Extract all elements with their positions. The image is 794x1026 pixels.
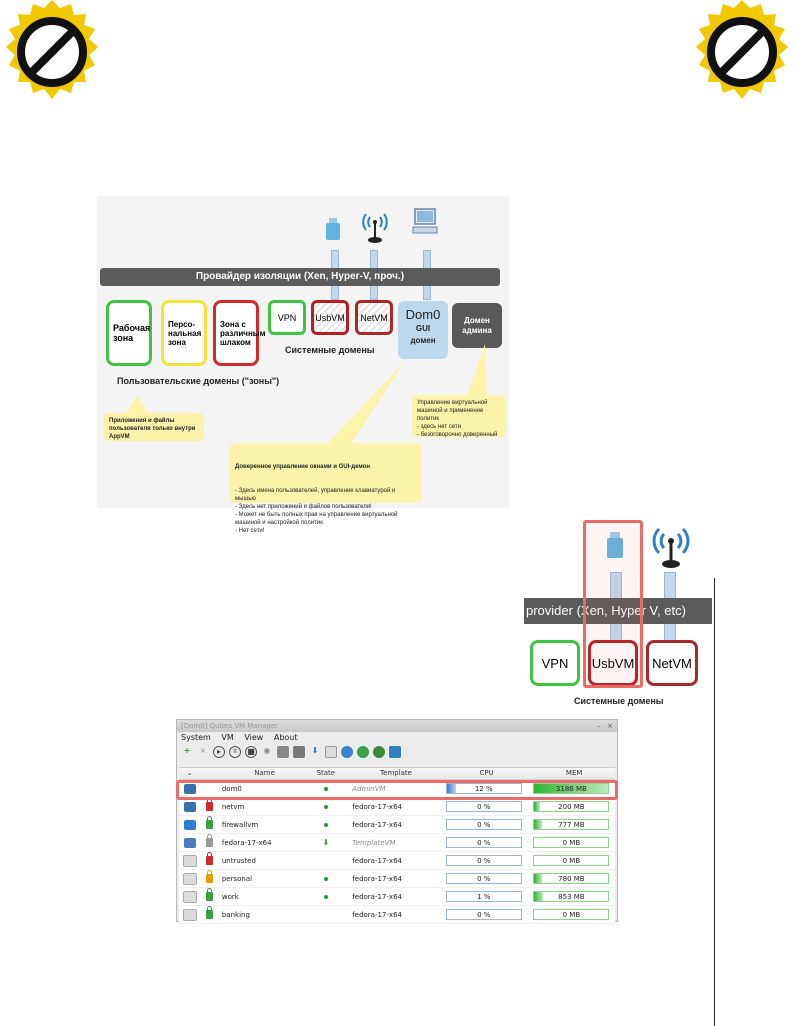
header-name[interactable]: Name (254, 769, 275, 777)
vm-type-cell (179, 891, 200, 903)
mem-bar (533, 837, 609, 848)
cpu-cell (440, 783, 528, 794)
cpu-bar-fill (447, 892, 448, 901)
template-icon (184, 838, 196, 848)
minimize-button[interactable]: – (597, 722, 601, 730)
mem-cell (527, 819, 615, 830)
lock-icon (206, 820, 213, 829)
logs-icon[interactable] (325, 746, 337, 758)
state-cell (307, 877, 344, 881)
mem-bar (533, 873, 609, 884)
zoom-usbvm: UsbVM (588, 640, 638, 686)
lock-icon (206, 874, 213, 883)
mem-bar (533, 909, 609, 920)
vm-name: netvm (221, 802, 245, 811)
vm-type-cell (179, 784, 200, 794)
cpu-cell (440, 801, 528, 812)
window-titlebar (177, 720, 617, 732)
prohibition-badge-right (690, 0, 794, 104)
cpu-cell (440, 819, 528, 830)
wireless-antenna-icon (646, 522, 696, 570)
cpu-bar (446, 819, 522, 830)
network-icon (184, 802, 196, 812)
cpu-value: 0 % (477, 839, 491, 847)
mem-cell (527, 837, 615, 848)
table-header (179, 768, 615, 780)
header-cpu[interactable]: CPU (479, 769, 494, 777)
menu-vm[interactable]: VM (221, 733, 234, 742)
lock-cell (200, 838, 217, 847)
vm-type-cell (179, 802, 200, 812)
cpu-bar (446, 891, 522, 902)
vm-name: banking (221, 910, 250, 919)
lock-icon (206, 910, 213, 919)
table-row[interactable] (179, 870, 615, 888)
dom0-sub-gui: GUI (415, 324, 431, 333)
mem-bar (533, 819, 609, 830)
cpu-cell (440, 873, 528, 884)
mem-cell (527, 873, 615, 884)
zone-untrusted: Зона с различным шлаком (213, 300, 259, 366)
restore-icon[interactable] (373, 746, 385, 758)
lock-cell (200, 820, 217, 829)
table-row[interactable] (179, 780, 615, 798)
mem-value: 0 MB (562, 839, 581, 847)
table-row[interactable] (179, 906, 615, 924)
table-row[interactable] (179, 852, 615, 870)
eye-icon[interactable]: ◉ (263, 746, 271, 755)
vm-template: fedora-17-x64 (352, 856, 402, 865)
user-domains-label: Пользовательские домены ("зоны") (117, 376, 280, 386)
mem-bar-fill (534, 820, 541, 829)
pause-vm-icon[interactable]: II (229, 746, 241, 758)
cpu-bar-fill (447, 784, 456, 793)
lock-cell (200, 802, 217, 811)
running-indicator-icon (324, 805, 328, 809)
lock-cell (200, 874, 217, 883)
vertical-separator (714, 578, 715, 1026)
zoom-caption: Системные домены (574, 696, 664, 706)
mem-bar (533, 783, 609, 794)
table-row[interactable] (179, 798, 615, 816)
zone-work: Рабочая зона (106, 300, 152, 366)
note-gui-body: - Здесь имена пользователей, управление клавиатурой и мышью - Здесь нет приложений и файлов пользователя! - Может не быть полных прав на управление виртуальной машиной и настройкой политик - Нет сети! (235, 488, 398, 534)
mem-cell (527, 801, 615, 812)
vm-type-cell (179, 855, 200, 867)
vm-table (179, 767, 615, 924)
vm-template: AdminVM (352, 784, 386, 793)
settings-icon[interactable] (277, 746, 289, 758)
header-state[interactable]: State (316, 769, 336, 777)
zoom-provider-bar: provider (Xen, Hyper V, etc) (524, 598, 712, 624)
menu-view[interactable]: View (244, 733, 264, 742)
zone-personal: Персо-нальная зона (161, 300, 207, 366)
backup-icon[interactable] (357, 746, 369, 758)
firewall-icon[interactable] (293, 746, 305, 758)
cpu-cell (440, 891, 528, 902)
create-vm-icon[interactable]: + (183, 746, 191, 755)
header-sort[interactable]: ⌄ (186, 769, 193, 777)
vm-type-cell (179, 909, 200, 921)
vm-template: fedora-17-x64 (352, 874, 402, 883)
close-button[interactable]: × (607, 722, 613, 730)
mem-bar-fill (534, 802, 539, 811)
system-domains-label: Системные домены (285, 345, 375, 355)
lock-icon (206, 892, 213, 901)
sys-usbvm: UsbVM (311, 300, 349, 335)
system-domains-zoom (524, 520, 714, 710)
zoom-netvm: NetVM (646, 640, 698, 686)
state-cell (307, 787, 344, 791)
running-indicator-icon (324, 823, 328, 827)
isolation-provider-bar: Провайдер изоляции (Xen, Hyper-V, проч.) (100, 268, 500, 286)
header-template[interactable]: Template (380, 769, 412, 777)
cpu-value: 0 % (477, 803, 491, 811)
remove-vm-icon[interactable]: × (199, 746, 207, 755)
mem-value: 3186 MB (555, 785, 587, 793)
note-appvm: Приложения и файлы пользователя только внутри AppVM (104, 413, 204, 441)
mem-value: 0 MB (562, 857, 581, 865)
stop-vm-icon[interactable]: ■ (245, 746, 257, 758)
appvm-icon (183, 909, 197, 921)
lock-cell (200, 910, 217, 919)
network-globe-icon[interactable] (341, 746, 353, 758)
mem-cell (527, 855, 615, 866)
cpu-value: 1 % (477, 893, 491, 901)
dom0-sub-domain: домен (410, 336, 436, 345)
cpu-bar (446, 837, 522, 848)
cpu-value: 12 % (474, 785, 493, 793)
menu-about[interactable]: About (273, 733, 298, 742)
vm-name: firewallvm (221, 820, 259, 829)
mem-bar (533, 855, 609, 866)
mem-value: 780 MB (558, 875, 585, 883)
vm-manager-window (176, 719, 618, 922)
cpu-bar (446, 855, 522, 866)
vm-type-cell (179, 820, 200, 830)
cpu-value: 0 % (477, 857, 491, 865)
monitor-icon (184, 784, 196, 794)
state-cell (307, 823, 344, 827)
appvm-icon (183, 855, 197, 867)
cpu-value: 0 % (477, 875, 491, 883)
lock-icon (206, 838, 213, 847)
vm-type-cell (179, 873, 200, 885)
appvm-icon (183, 891, 197, 903)
table-body (179, 780, 615, 924)
cpu-value: 0 % (477, 821, 491, 829)
toolbar (177, 744, 617, 760)
lock-icon (206, 802, 213, 811)
mem-value: 200 MB (558, 803, 585, 811)
cpu-cell (440, 855, 528, 866)
table-row[interactable] (179, 816, 615, 834)
sys-netvm: NetVM (355, 300, 393, 335)
mem-bar (533, 801, 609, 812)
cpu-bar (446, 909, 522, 920)
cpu-bar (446, 801, 522, 812)
table-row[interactable] (179, 888, 615, 906)
lock-icon (206, 856, 213, 865)
running-indicator-icon (324, 787, 328, 791)
note-gui-title: Доверенное управление окнами и GUI-демон (235, 464, 370, 470)
cpu-bar (446, 783, 522, 794)
menu-system[interactable]: System (181, 733, 211, 742)
mem-cell (527, 909, 615, 920)
header-lock (200, 768, 217, 779)
cpu-cell (440, 837, 528, 848)
vm-name: untrusted (221, 856, 256, 865)
running-indicator-icon (324, 877, 328, 881)
state-cell (307, 895, 344, 899)
mem-value: 777 MB (558, 821, 585, 829)
appvm-icon (183, 873, 197, 885)
admin-domain: Домен админа (452, 303, 502, 348)
state-cell (307, 805, 344, 809)
vm-name: work (221, 892, 239, 901)
mem-bar (533, 891, 609, 902)
note-admin: Управление виртуальной машиной и применение политик - здесь нет сети - безоговорочно доверенный (412, 395, 506, 437)
vm-name: dom0 (221, 784, 242, 793)
note-gui (230, 443, 422, 534)
mem-bar-fill (534, 874, 541, 883)
vm-type-cell (179, 838, 200, 848)
vm-name: personal (221, 874, 253, 883)
globe-icon (184, 820, 196, 830)
table-row[interactable] (179, 834, 615, 852)
menu-bar (177, 732, 617, 744)
running-indicator-icon (324, 895, 328, 899)
start-vm-icon[interactable]: ▸ (213, 746, 225, 758)
dom0-title: Dom0 (405, 307, 441, 322)
cpu-cell (440, 909, 528, 920)
vm-template: fedora-17-x64 (352, 910, 402, 919)
cpu-value: 0 % (477, 911, 491, 919)
state-cell (307, 838, 344, 847)
mem-value: 853 MB (558, 893, 585, 901)
usbvm-highlight (583, 520, 643, 688)
global-settings-icon[interactable] (389, 746, 401, 758)
window-title: [Dom0] Qubes VM Manager (181, 722, 278, 730)
lock-cell (200, 892, 217, 901)
download-update-icon[interactable]: ⬇ (311, 746, 319, 755)
sys-vpn: VPN (268, 300, 306, 335)
vm-template: TemplateVM (352, 838, 396, 847)
mem-value: 0 MB (562, 911, 581, 919)
prohibition-badge-left (0, 0, 104, 104)
vm-template: fedora-17-x64 (352, 820, 402, 829)
download-icon: ⬇ (322, 838, 330, 847)
header-mem[interactable]: MEM (565, 769, 583, 777)
cpu-bar (446, 873, 522, 884)
vm-template: fedora-17-x64 (352, 892, 402, 901)
lock-cell (200, 856, 217, 865)
mem-cell (527, 891, 615, 902)
mem-cell (527, 783, 615, 794)
vm-name: fedora-17-x64 (221, 838, 272, 847)
mem-bar-fill (534, 892, 542, 901)
vm-template: fedora-17-x64 (352, 802, 402, 811)
zoom-vpn: VPN (530, 640, 580, 686)
